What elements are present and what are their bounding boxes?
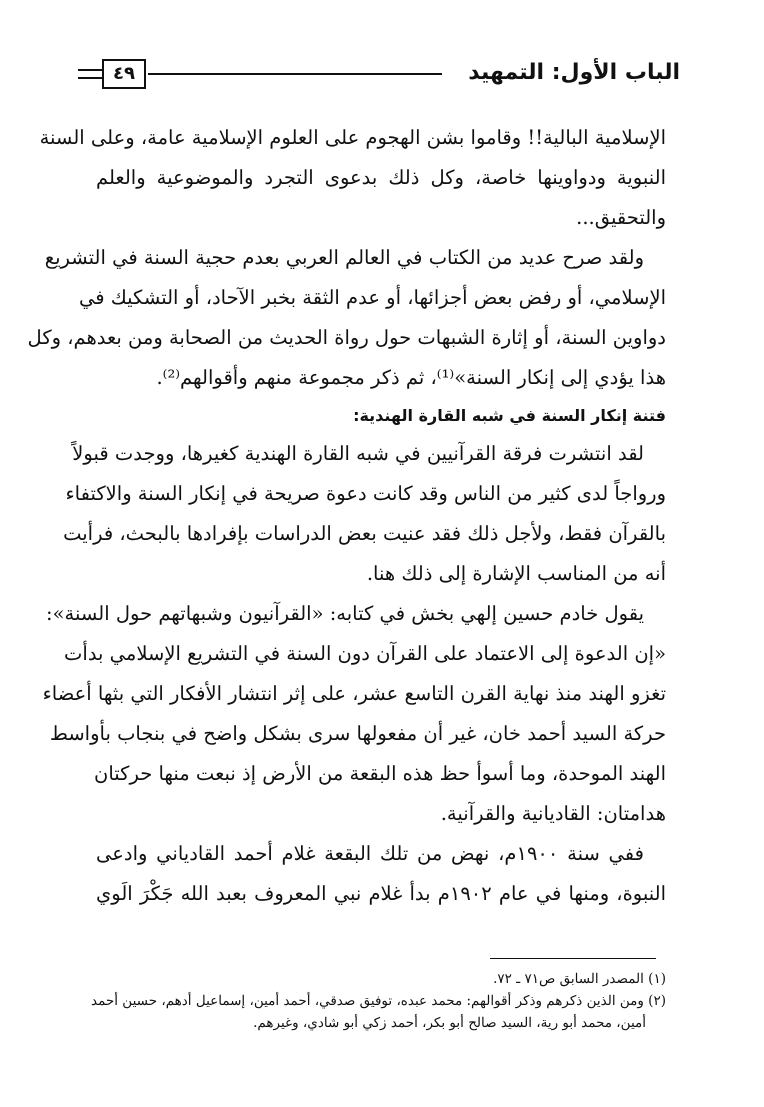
footnotes [91,968,666,1034]
text-line: يقول خادم حسين إلهي بخش في كتابه: «القرآنيون وشبهاتهم حول السنة»: [46,602,644,625]
text-line: ففي سنة ١٩٠٠م، نهض من تلك البقعة غلام أحمد القادياني وادعى [96,842,644,865]
paragraph [46,594,666,634]
text-line: «إن الدعوة إلى الاعتماد على القرآن دون السنة في التشريع الإسلامي بدأت [64,642,666,665]
text-line: تغزو الهند منذ نهاية القرن التاسع عشر، على إثر انتشار الأفكار التي بثها أعضاء [42,682,666,705]
text-line: دواوين السنة، أو إثارة الشبهات حول رواة الحديث من الصحابة ومن بعدهم، وكل [27,326,666,349]
text-line: الإسلامي، أو رفض بعض أجزائها، أو عدم الثقة بخبر الآحاد، أو التشكيك في [78,286,666,309]
paragraph [27,238,666,398]
text-line: لقد انتشرت فرقة القرآنيين في شبه القارة الهندية كغيرها، ووجدت قبولاً [72,442,644,465]
running-header [78,56,680,92]
text-line: الهند الموحدة، وما أسوأ حظ هذه البقعة من الأرض إذ نبعت منها حركتان [94,762,666,785]
section-heading: فتنة إنكار السنة في شبه القارة الهندية: [353,406,666,425]
text-line: النبوية ودواوينها خاصة، وكل ذلك بدعوى التجرد والموضوعية والعلم [96,166,666,189]
paragraph [39,118,666,238]
text-line: ورواجاً لدى كثير من الناس وقد كانت دعوة صريحة في إنكار السنة والاكتفاء [65,482,666,505]
text-line: النبوة، ومنها في عام ١٩٠٢م بدأ غلام نبي المعروف بعبد الله جَكْرَ الَوي [96,882,666,905]
header-rule-end [78,69,102,79]
body-text [27,118,666,914]
text-line: الإسلامية البالية!! وقاموا بشن الهجوم على العلوم الإسلامية عامة، وعلى السنة [39,126,666,149]
header-rule [148,73,442,75]
page-number: ٤٩ [102,59,146,89]
footnote-separator [490,958,656,959]
quotation [42,634,666,834]
text-line: ولقد صرح عديد من الكتاب في العالم العربي بعدم حجية السنة في التشريع [44,246,644,269]
paragraph [96,834,666,914]
text-line: هدامتان: القاديانية والقرآنية. [440,802,666,825]
paragraph [63,434,666,594]
text-line: أنه من المناسب الإشارة إلى ذلك هنا. [366,562,666,585]
footnote-1: (١) المصدر السابق ص٧١ ـ ٧٢. [493,971,666,987]
footnote-2-continued: أمين، محمد أبو رية، السيد صالح أبو بكر، أحمد زكي أبو شادي، وغيرهم. [253,1015,646,1031]
footnote-2: (٢) ومن الذين ذكرهم وذكر أقوالهم: محمد عبده، توفيق صدقي، أحمد أمين، إسماعيل أدهم، حسين أحمد [91,993,666,1009]
text-line: بالقرآن فقط، ولأجل ذلك فقد عنيت بعض الدراسات بإفرادها بالبحث، فرأيت [63,522,666,545]
chapter-title: الباب الأول: التمهيد [468,60,680,85]
text-line: والتحقيق... [576,206,666,229]
text-line: حركة السيد أحمد خان، غير أن مفعولها سرى بشكل واضح في بنجاب بأواسط [49,722,666,745]
text-line: هذا يؤدي إلى إنكار السنة»⁽¹⁾، ثم ذكر مجموعة منهم وأقوالهم⁽²⁾. [156,366,666,389]
